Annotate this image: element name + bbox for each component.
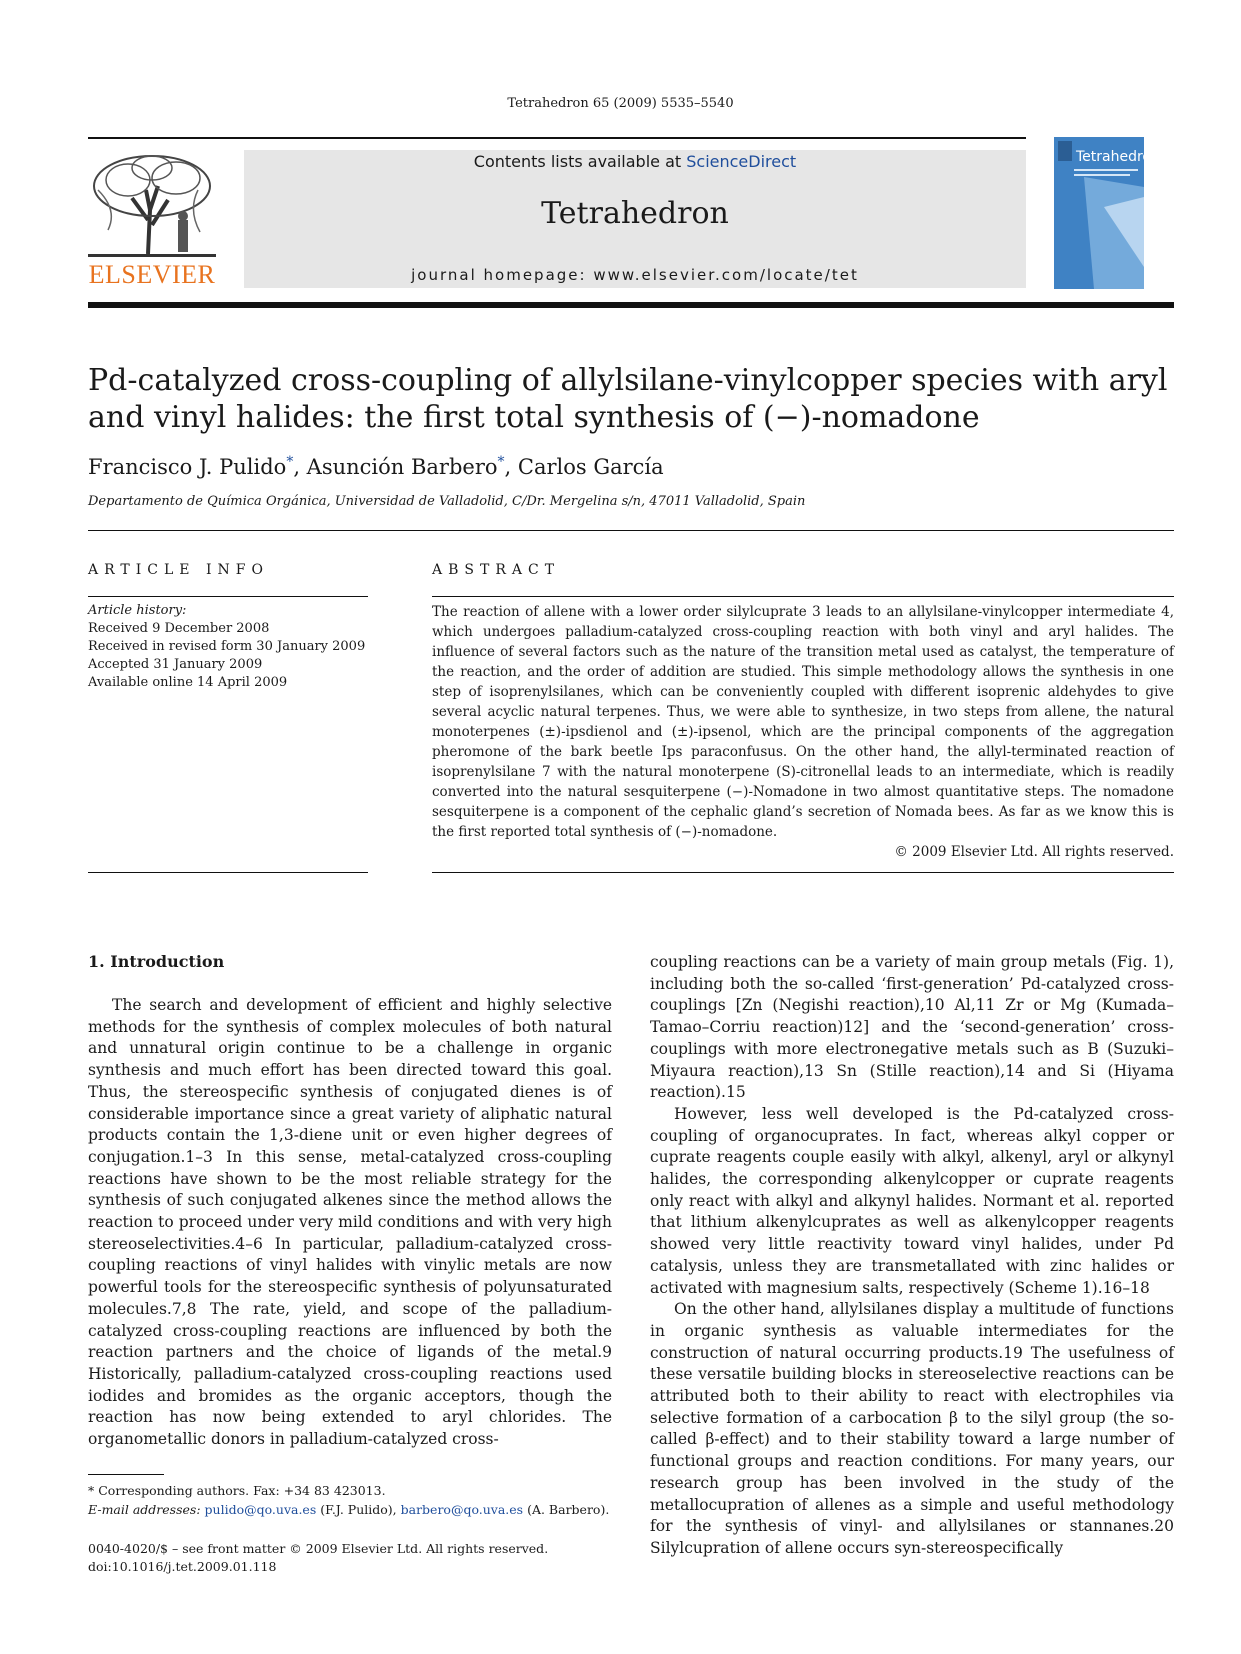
- journal-name: Tetrahedron: [541, 196, 729, 231]
- body-column-right: [650, 952, 1174, 1560]
- email-owner-2: (A. Barbero).: [527, 1502, 610, 1517]
- paragraph: The search and development of efficient and highly selective methods for the synthesis of complex molecules of both natural and unnatural origin continue to be a challenge in organic synthesis and much effort has been directed toward this goal. Thus, the stereospecific synthesis of conjugated dienes is of considerable importance since a great variety of aliphatic natural products contain the 1,3-diene unit or even higher degrees of conjugation.1–3 In this sense, metal-catalyzed cross-coupling reactions have shown to be the most reliable strategy for the synthesis of such conjugated alkenes since the method allows the reaction to proceed under very mild conditions and with very high stereoselectivities.4–6 In particular, palladium-catalyzed cross-coupling reactions of vinyl halides with vinylic metals are now powerful tools for the stereospecific synthesis of polyunsaturated molecules.7,8 The rate, yield, and scope of the palladium-catalyzed cross-coupling reactions are influenced by both the reaction partners and the choice of ligands of the metal.9 Historically, palladium-catalyzed cross-coupling reactions used iodides and bromides as the organic acceptors, though the reaction has now being extended to aryl chlorides. The organometallic donors in palladium-catalyzed cross-: [88, 996, 612, 1449]
- tree-icon: [88, 150, 216, 262]
- journal-cover[interactable]: [1054, 137, 1160, 289]
- corresponding-note: * Corresponding authors. Fax: +34 83 423013.: [88, 1483, 386, 1498]
- title-line-2: and vinyl halides: the first total synthesis of (−)-nomadone: [88, 400, 980, 435]
- divider: [432, 596, 1174, 597]
- footnote-rule: [88, 1474, 164, 1475]
- author-1: Francisco J. Pulido: [88, 455, 287, 479]
- author-list: Francisco J. Pulido*, Asunción Barbero*, Carlos García: [88, 454, 664, 479]
- email-label: E-mail addresses:: [88, 1502, 201, 1517]
- online-date: Available online 14 April 2009: [88, 675, 288, 690]
- header-rule: [88, 137, 1026, 139]
- abstract-text: The reaction of allene with a lower order silylcuprate 3 leads to an allylsilane-vinylcopper intermediate 4, which undergoes palladium-catalyzed cross-coupling reaction with both vinyl and aryl halides. The influence of several factors such as the nature of the transition metal used as catalyst, the temperature of the reaction, and the order of addition are studied. This simple methodology allows the synthesis in one step of isoprenylsilanes, which can be conveniently coupled with different isoprenic aldehydes to give several acyclic natural terpenes. Thus, we were able to synthesize, in two steps from allene, the natural monoterpenes (±)-ipsdienol and (±)-ipsenol, which are the principal components of the aggregation pheromone of the bark beetle Ips paraconfusus. On the other hand, the allyl-terminated reaction of isoprenylsilane 7 with the natural monoterpene (S)-citronellal leads to an intermediate, which is readily converted into the natural sesquiterpene (−)-Nomadone in two almost quantitative steps. The nomadone sesquiterpene is a component of the cephalic gland’s secretion of Nomada bees. As far as we know this is the first reported total synthesis of (−)-nomadone.: [432, 604, 1174, 840]
- author-2: Asunción Barbero: [306, 455, 498, 479]
- corresponding-marker[interactable]: *: [286, 454, 294, 470]
- author-3: Carlos García: [517, 455, 664, 479]
- journal-homepage[interactable]: journal homepage: www.elsevier.com/locate/tet: [411, 266, 859, 284]
- introduction-heading: 1. Introduction: [88, 952, 225, 971]
- footnote: [88, 1481, 609, 1519]
- accepted-date: Accepted 31 January 2009: [88, 657, 263, 672]
- paragraph: On the other hand, allylsilanes display a multitude of functions in organic synthesis as valuable intermediates for the construction of natural occurring products.19 The usefulness of these versatile building blocks in stereoselective reactions can be attributed both to their ability to react with electrophiles via selective formation of a carbocation β to the silyl group (the so-called β-effect) and to their stability toward a large number of functional groups and reaction conditions. For many years, our research group has been involved in the study of the metallocupration of allenes as a simple and useful methodology for the synthesis of vinyl- and allylsilanes or stannanes.20 Silylcupration of allene occurs syn-stereospecifically: [650, 1300, 1174, 1557]
- sciencedirect-link[interactable]: ScienceDirect: [686, 152, 797, 171]
- divider: [88, 872, 368, 873]
- article-history: [88, 602, 365, 692]
- header-thick-rule: [88, 302, 1174, 308]
- title-line-1: Pd-catalyzed cross-coupling of allylsilane-vinylcopper species with aryl: [88, 363, 1168, 398]
- corresponding-marker[interactable]: *: [497, 454, 505, 470]
- divider: [88, 530, 1174, 531]
- article-title: [88, 362, 1174, 436]
- elsevier-logo[interactable]: [88, 150, 216, 290]
- cover-title: Tetrahedron: [1076, 149, 1160, 165]
- paragraph: However, less well developed is the Pd-catalyzed cross-coupling of organocuprates. In fact, whereas alkyl copper or cuprate reagents couple easily with alkyl, alkenyl, aryl or alkynyl halides, the corresponding alkenylcopper or cuprate reagents only react with alkyl and alkynyl halides. Normant et al. reported that lithium alkenylcuprates as well as alkenylcopper reagents showed very little reactivity toward vinyl halides, under Pd catalysis, unless they are transmetallated with zinc halides or activated with magnesium salts, respectively (Scheme 1).16–18: [650, 1104, 1174, 1297]
- journal-citation: Tetrahedron 65 (2009) 5535–5540: [507, 96, 734, 111]
- contents-prefix: Contents lists available at: [473, 152, 687, 171]
- contents-line: [244, 152, 1026, 171]
- journal-banner: [244, 150, 1026, 288]
- revised-date: Received in revised form 30 January 2009: [88, 639, 366, 654]
- history-label: Article history:: [88, 603, 187, 618]
- email-line: [88, 1500, 609, 1519]
- front-matter: [88, 1540, 548, 1576]
- publisher-logo-text: ELSEVIER: [88, 260, 216, 289]
- divider: [88, 596, 368, 597]
- abstract-heading: ABSTRACT: [432, 562, 561, 578]
- body-column-left: [88, 995, 612, 1451]
- abstract-body: [432, 602, 1174, 862]
- divider: [432, 872, 1174, 873]
- received-date: Received 9 December 2008: [88, 621, 270, 636]
- article-info-heading: ARTICLE INFO: [88, 562, 269, 578]
- affiliation: Departamento de Química Orgánica, Universidad de Valladolid, C/Dr. Mergelina s/n, 47011 Valladolid, Spain: [88, 494, 806, 509]
- email-link-2[interactable]: barbero@qo.uva.es: [400, 1502, 524, 1517]
- paragraph: coupling reactions can be a variety of main group metals (Fig. 1), including both the so-called ‘first-generation’ Pd-catalyzed cross-couplings [Zn (Negishi reaction),10 Al,11 Zr or Mg (Kumada–Tamao–Corriu reaction)12] and the ‘second-generation’ cross-couplings with more electronegative metals such as B (Suzuki–Miyaura reaction),13 Sn (Stille reaction),14 and Si (Hiyama reaction).15: [650, 953, 1174, 1102]
- doi-link[interactable]: doi:10.1016/j.tet.2009.01.118: [88, 1559, 277, 1574]
- email-link-1[interactable]: pulido@qo.uva.es: [204, 1502, 317, 1517]
- email-owner-1: (F.J. Pulido),: [320, 1502, 397, 1517]
- abstract-copyright: © 2009 Elsevier Ltd. All rights reserved.: [894, 844, 1174, 860]
- issn-line: 0040-4020/$ – see front matter © 2009 Elsevier Ltd. All rights reserved.: [88, 1541, 549, 1556]
